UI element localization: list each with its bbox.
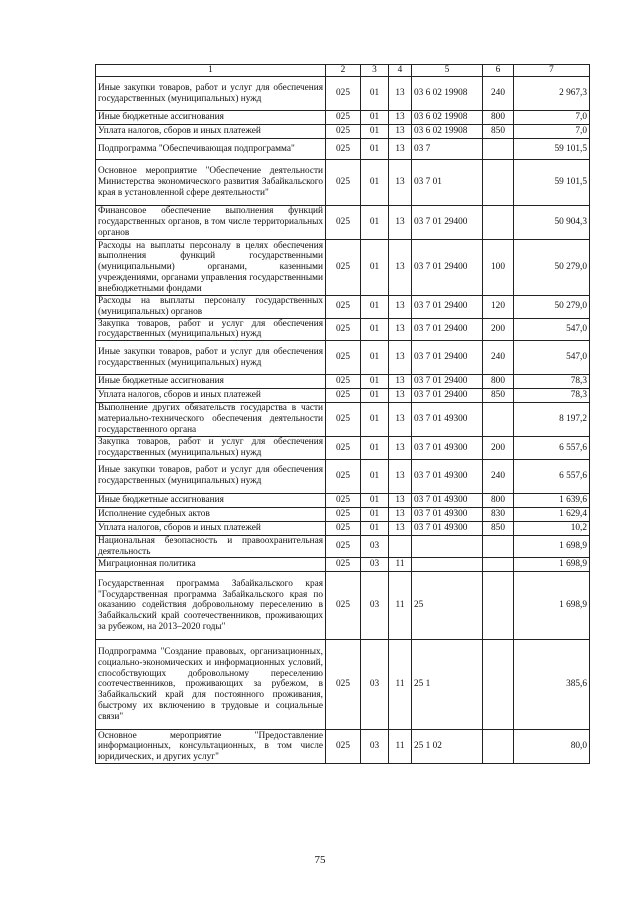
row-section-code: 01	[361, 403, 389, 437]
row-target-article: 03 7 01 49300	[412, 521, 483, 535]
row-amount: 10,2	[514, 521, 590, 535]
row-expense-type: 850	[483, 389, 514, 403]
row-amount: 6 557,6	[514, 459, 590, 493]
row-target-article: 03 6 02 19908	[412, 125, 483, 139]
budget-table	[95, 64, 590, 764]
row-amount: 7,0	[514, 111, 590, 125]
row-expense-type	[483, 730, 514, 764]
row-expense-type: 800	[483, 375, 514, 389]
row-section-code: 03	[361, 640, 389, 730]
row-expense-type	[483, 572, 514, 640]
row-section-code: 01	[361, 160, 389, 206]
row-name: Основное мероприятие "Обеспечение деятельности Министерства экономического развития Забайкальского края в установленной сфере деятельности"	[96, 160, 326, 206]
row-name: Государственная программа Забайкальского края "Государственная программа Забайкальского края по оказанию содействия добровольному переселению в Забайкальский край соотечественников, проживающих за рубежом, на 2013–2020 годы"	[96, 572, 326, 640]
row-name: Исполнение судебных актов	[96, 507, 326, 521]
row-subsection-code: 11	[389, 572, 412, 640]
row-amount: 78,3	[514, 389, 590, 403]
table-row	[96, 558, 590, 572]
row-subsection-code: 13	[389, 521, 412, 535]
row-amount: 1 639,6	[514, 493, 590, 507]
row-name: Уплата налогов, сборов и иных платежей	[96, 521, 326, 535]
table-row	[96, 139, 590, 160]
row-amount: 547,0	[514, 341, 590, 375]
row-department-code: 025	[326, 77, 361, 111]
row-target-article: 03 7 01 49300	[412, 493, 483, 507]
row-subsection-code: 13	[389, 111, 412, 125]
row-name: Финансовое обеспечение выполнения функций государственных органов, в том числе территориальных органов	[96, 206, 326, 240]
table-row	[96, 77, 590, 111]
table-row	[96, 160, 590, 206]
row-amount: 50 279,0	[514, 296, 590, 319]
row-department-code: 025	[326, 389, 361, 403]
row-subsection-code: 13	[389, 318, 412, 341]
table-row	[96, 375, 590, 389]
row-department-code: 025	[326, 296, 361, 319]
row-section-code: 03	[361, 535, 389, 558]
row-amount: 59 101,5	[514, 139, 590, 160]
row-section-code: 03	[361, 558, 389, 572]
row-expense-type	[483, 535, 514, 558]
row-department-code: 025	[326, 640, 361, 730]
row-subsection-code: 13	[389, 341, 412, 375]
row-name: Основное мероприятие "Предоставление информационных, консультационных, в том числе юридических, и других услуг"	[96, 730, 326, 764]
row-section-code: 01	[361, 493, 389, 507]
row-expense-type: 240	[483, 459, 514, 493]
row-subsection-code: 11	[389, 558, 412, 572]
row-target-article: 03 7 01 29400	[412, 240, 483, 296]
row-subsection-code: 13	[389, 437, 412, 460]
header-col-7: 7	[514, 65, 590, 77]
row-name: Закупка товаров, работ и услуг для обеспечения государственных (муниципальных) нужд	[96, 318, 326, 341]
table-row	[96, 459, 590, 493]
row-section-code: 01	[361, 459, 389, 493]
row-amount: 1 698,9	[514, 572, 590, 640]
row-department-code: 025	[326, 375, 361, 389]
row-expense-type: 100	[483, 240, 514, 296]
row-section-code: 01	[361, 318, 389, 341]
row-department-code: 025	[326, 206, 361, 240]
row-target-article: 25 1 02	[412, 730, 483, 764]
row-target-article: 03 7 01 29400	[412, 341, 483, 375]
row-target-article: 25	[412, 572, 483, 640]
row-name: Миграционная политика	[96, 558, 326, 572]
row-department-code: 025	[326, 139, 361, 160]
table-row	[96, 296, 590, 319]
table-row	[96, 521, 590, 535]
row-amount: 385,6	[514, 640, 590, 730]
row-expense-type	[483, 206, 514, 240]
row-target-article: 03 7 01 49300	[412, 459, 483, 493]
row-subsection-code: 13	[389, 206, 412, 240]
table-body	[96, 77, 590, 764]
table-row	[96, 389, 590, 403]
table-row	[96, 111, 590, 125]
row-department-code: 025	[326, 403, 361, 437]
row-expense-type: 120	[483, 296, 514, 319]
row-amount: 50 279,0	[514, 240, 590, 296]
row-subsection-code: 13	[389, 296, 412, 319]
table-row	[96, 507, 590, 521]
header-col-1: 1	[96, 65, 326, 77]
row-department-code: 025	[326, 535, 361, 558]
row-subsection-code: 13	[389, 139, 412, 160]
row-subsection-code: 13	[389, 389, 412, 403]
row-department-code: 025	[326, 240, 361, 296]
row-section-code: 01	[361, 437, 389, 460]
row-expense-type	[483, 160, 514, 206]
row-amount: 7,0	[514, 125, 590, 139]
row-section-code: 01	[361, 521, 389, 535]
row-department-code: 025	[326, 341, 361, 375]
row-expense-type	[483, 403, 514, 437]
row-amount: 1 698,9	[514, 535, 590, 558]
row-department-code: 025	[326, 507, 361, 521]
table-row	[96, 493, 590, 507]
row-target-article: 03 7 01 49300	[412, 403, 483, 437]
row-name: Иные бюджетные ассигнования	[96, 493, 326, 507]
row-target-article: 03 7 01 29400	[412, 375, 483, 389]
row-name: Расходы на выплаты персоналу в целях обеспечения выполнения функций государственными (муниципальными) органами, казенными учреждениями, органами управления государственными внебюджетными фондами	[96, 240, 326, 296]
row-name: Иные бюджетные ассигнования	[96, 111, 326, 125]
row-subsection-code: 13	[389, 160, 412, 206]
row-section-code: 01	[361, 296, 389, 319]
row-subsection-code: 13	[389, 459, 412, 493]
row-department-code: 025	[326, 111, 361, 125]
row-subsection-code: 13	[389, 507, 412, 521]
table-row	[96, 437, 590, 460]
table-row	[96, 403, 590, 437]
row-name: Закупка товаров, работ и услуг для обеспечения государственных (муниципальных) нужд	[96, 437, 326, 460]
row-target-article: 03 7 01 49300	[412, 507, 483, 521]
header-col-6: 6	[483, 65, 514, 77]
row-section-code: 03	[361, 730, 389, 764]
row-section-code: 01	[361, 125, 389, 139]
row-department-code: 025	[326, 437, 361, 460]
row-amount: 78,3	[514, 375, 590, 389]
row-name: Иные закупки товаров, работ и услуг для обеспечения государственных (муниципальных) нужд	[96, 341, 326, 375]
row-department-code: 025	[326, 572, 361, 640]
header-col-2: 2	[326, 65, 361, 77]
row-department-code: 025	[326, 459, 361, 493]
row-section-code: 01	[361, 389, 389, 403]
row-expense-type: 240	[483, 341, 514, 375]
row-section-code: 01	[361, 240, 389, 296]
row-amount: 6 557,6	[514, 437, 590, 460]
row-expense-type: 240	[483, 77, 514, 111]
table-row	[96, 535, 590, 558]
row-target-article: 03 7 01 29400	[412, 206, 483, 240]
row-target-article: 03 7	[412, 139, 483, 160]
row-department-code: 025	[326, 493, 361, 507]
row-amount: 50 904,3	[514, 206, 590, 240]
row-department-code: 025	[326, 160, 361, 206]
header-col-5: 5	[412, 65, 483, 77]
row-expense-type	[483, 640, 514, 730]
row-name: Национальная безопасность и правоохранительная деятельность	[96, 535, 326, 558]
row-subsection-code: 13	[389, 403, 412, 437]
row-name: Подпрограмма "Обеспечивающая подпрограмма"	[96, 139, 326, 160]
row-section-code: 01	[361, 77, 389, 111]
row-subsection-code: 11	[389, 640, 412, 730]
row-name: Уплата налогов, сборов и иных платежей	[96, 125, 326, 139]
row-name: Иные бюджетные ассигнования	[96, 375, 326, 389]
table-row	[96, 730, 590, 764]
table-row	[96, 240, 590, 296]
row-expense-type	[483, 139, 514, 160]
row-target-article: 03 7 01 29400	[412, 296, 483, 319]
row-subsection-code: 13	[389, 125, 412, 139]
row-name: Расходы на выплаты персоналу государственных (муниципальных) органов	[96, 296, 326, 319]
table-row	[96, 318, 590, 341]
row-name: Уплата налогов, сборов и иных платежей	[96, 389, 326, 403]
row-subsection-code: 13	[389, 375, 412, 389]
row-amount: 1 629,4	[514, 507, 590, 521]
row-expense-type: 850	[483, 125, 514, 139]
row-expense-type	[483, 558, 514, 572]
table-row	[96, 640, 590, 730]
row-department-code: 025	[326, 521, 361, 535]
table-row	[96, 341, 590, 375]
table-row	[96, 206, 590, 240]
row-section-code: 01	[361, 375, 389, 389]
row-expense-type: 200	[483, 437, 514, 460]
row-name: Иные закупки товаров, работ и услуг для обеспечения государственных (муниципальных) нужд	[96, 459, 326, 493]
row-subsection-code: 13	[389, 493, 412, 507]
row-target-article	[412, 558, 483, 572]
table-row	[96, 572, 590, 640]
row-target-article: 03 7 01 29400	[412, 389, 483, 403]
row-department-code: 025	[326, 318, 361, 341]
row-target-article: 03 7 01 49300	[412, 437, 483, 460]
row-target-article: 03 6 02 19908	[412, 111, 483, 125]
row-section-code: 01	[361, 341, 389, 375]
row-name: Иные закупки товаров, работ и услуг для обеспечения государственных (муниципальных) нужд	[96, 77, 326, 111]
row-amount: 547,0	[514, 318, 590, 341]
table-row	[96, 125, 590, 139]
row-amount: 59 101,5	[514, 160, 590, 206]
row-subsection-code	[389, 535, 412, 558]
row-target-article: 03 7 01	[412, 160, 483, 206]
row-section-code: 01	[361, 111, 389, 125]
row-target-article: 03 7 01 29400	[412, 318, 483, 341]
row-expense-type: 200	[483, 318, 514, 341]
header-col-4: 4	[389, 65, 412, 77]
row-subsection-code: 13	[389, 240, 412, 296]
row-expense-type: 830	[483, 507, 514, 521]
row-expense-type: 800	[483, 493, 514, 507]
row-amount: 80,0	[514, 730, 590, 764]
row-expense-type: 850	[483, 521, 514, 535]
row-department-code: 025	[326, 730, 361, 764]
table-header-row	[96, 65, 590, 77]
row-section-code: 01	[361, 139, 389, 160]
row-target-article: 25 1	[412, 640, 483, 730]
row-amount: 8 197,2	[514, 403, 590, 437]
row-section-code: 01	[361, 507, 389, 521]
row-subsection-code: 13	[389, 77, 412, 111]
row-amount: 2 967,3	[514, 77, 590, 111]
row-section-code: 03	[361, 572, 389, 640]
page-number: 75	[314, 854, 326, 866]
row-department-code: 025	[326, 558, 361, 572]
row-amount: 1 698,9	[514, 558, 590, 572]
row-name: Выполнение других обязательств государства в части материально-технического обеспечения деятельности государственного органа	[96, 403, 326, 437]
row-department-code: 025	[326, 125, 361, 139]
row-expense-type: 800	[483, 111, 514, 125]
row-name: Подпрограмма "Создание правовых, организационных, социально-экономических и информационных условий, способствующих добровольному переселению соотечественников, проживающих за рубежом, в Забайкальский край для постоянного проживания, быстрому их включению в трудовые и социальные связи"	[96, 640, 326, 730]
row-subsection-code: 11	[389, 730, 412, 764]
row-section-code: 01	[361, 206, 389, 240]
row-target-article	[412, 535, 483, 558]
header-col-3: 3	[361, 65, 389, 77]
row-target-article: 03 6 02 19908	[412, 77, 483, 111]
